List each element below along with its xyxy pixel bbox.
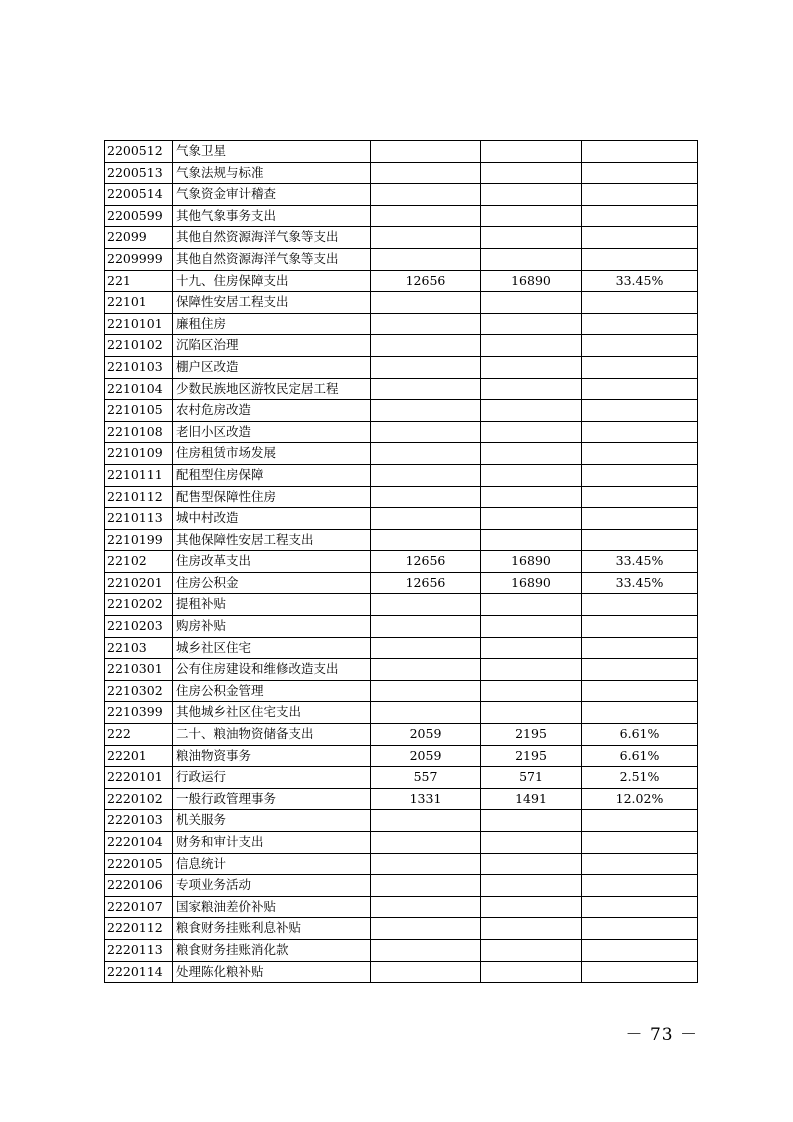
cell-value-2: 16890 — [481, 270, 582, 292]
cell-value-1 — [371, 918, 481, 940]
cell-value-2 — [481, 832, 582, 854]
cell-value-2 — [481, 594, 582, 616]
cell-value-2 — [481, 637, 582, 659]
cell-value-2 — [481, 875, 582, 897]
cell-item-name: 粮油物资事务 — [173, 745, 371, 767]
cell-item-name: 气象法规与标准 — [173, 162, 371, 184]
cell-item-name: 住房租赁市场发展 — [173, 443, 371, 465]
cell-value-2 — [481, 853, 582, 875]
cell-item-name: 国家粮油差价补贴 — [173, 896, 371, 918]
cell-item-name: 住房公积金管理 — [173, 680, 371, 702]
cell-value-1 — [371, 335, 481, 357]
table-row — [105, 594, 698, 616]
cell-item-name: 住房改革支出 — [173, 551, 371, 573]
cell-percentage — [582, 896, 698, 918]
cell-item-name: 其他保障性安居工程支出 — [173, 529, 371, 551]
cell-item-name: 购房补贴 — [173, 616, 371, 638]
cell-percentage — [582, 141, 698, 163]
cell-code: 2210201 — [105, 572, 173, 594]
cell-value-2 — [481, 248, 582, 270]
cell-item-name: 其他气象事务支出 — [173, 205, 371, 227]
cell-percentage — [582, 443, 698, 465]
cell-percentage — [582, 616, 698, 638]
table-row — [105, 572, 698, 594]
table-row — [105, 637, 698, 659]
cell-value-1 — [371, 702, 481, 724]
table-row — [105, 680, 698, 702]
table-row — [105, 486, 698, 508]
cell-value-2 — [481, 356, 582, 378]
cell-value-2 — [481, 508, 582, 530]
cell-value-2 — [481, 529, 582, 551]
cell-value-2 — [481, 939, 582, 961]
cell-code: 2210103 — [105, 356, 173, 378]
cell-value-2 — [481, 162, 582, 184]
cell-value-2 — [481, 421, 582, 443]
cell-code: 2210113 — [105, 508, 173, 530]
cell-value-2: 1491 — [481, 788, 582, 810]
cell-item-name: 老旧小区改造 — [173, 421, 371, 443]
cell-item-name: 棚户区改造 — [173, 356, 371, 378]
cell-item-name: 住房公积金 — [173, 572, 371, 594]
cell-code: 222 — [105, 724, 173, 746]
table-row — [105, 227, 698, 249]
cell-value-1 — [371, 443, 481, 465]
cell-value-2 — [481, 141, 582, 163]
table-row — [105, 313, 698, 335]
cell-percentage — [582, 918, 698, 940]
cell-value-1 — [371, 464, 481, 486]
table-row — [105, 184, 698, 206]
table-row — [105, 702, 698, 724]
cell-percentage: 33.45% — [582, 572, 698, 594]
table-row — [105, 767, 698, 789]
cell-percentage — [582, 313, 698, 335]
cell-percentage: 2.51% — [582, 767, 698, 789]
table-row — [105, 918, 698, 940]
cell-code: 2210399 — [105, 702, 173, 724]
cell-value-1 — [371, 875, 481, 897]
cell-percentage — [582, 875, 698, 897]
cell-code: 2210111 — [105, 464, 173, 486]
table-row — [105, 853, 698, 875]
cell-value-2 — [481, 292, 582, 314]
cell-code: 2220112 — [105, 918, 173, 940]
cell-percentage — [582, 594, 698, 616]
cell-value-1: 2059 — [371, 724, 481, 746]
cell-code: 2210104 — [105, 378, 173, 400]
cell-code: 2200513 — [105, 162, 173, 184]
cell-code: 2220113 — [105, 939, 173, 961]
table-row — [105, 464, 698, 486]
cell-code: 2220106 — [105, 875, 173, 897]
cell-value-1 — [371, 832, 481, 854]
table-row — [105, 508, 698, 530]
cell-value-1 — [371, 529, 481, 551]
cell-code: 2210202 — [105, 594, 173, 616]
cell-item-name: 沉陷区治理 — [173, 335, 371, 357]
cell-item-name: 其他自然资源海洋气象等支出 — [173, 248, 371, 270]
table-row — [105, 788, 698, 810]
cell-value-2 — [481, 464, 582, 486]
page-number: － 73 － — [625, 1025, 698, 1045]
cell-value-1: 1331 — [371, 788, 481, 810]
cell-code: 2220107 — [105, 896, 173, 918]
cell-code: 2200514 — [105, 184, 173, 206]
cell-code: 2210199 — [105, 529, 173, 551]
table-row — [105, 205, 698, 227]
cell-code: 22102 — [105, 551, 173, 573]
cell-percentage: 33.45% — [582, 551, 698, 573]
cell-value-1 — [371, 205, 481, 227]
cell-value-1 — [371, 356, 481, 378]
cell-percentage: 6.61% — [582, 724, 698, 746]
cell-percentage: 6.61% — [582, 745, 698, 767]
cell-value-1 — [371, 853, 481, 875]
cell-code: 22103 — [105, 637, 173, 659]
cell-percentage — [582, 702, 698, 724]
cell-value-2 — [481, 680, 582, 702]
cell-item-name: 农村危房改造 — [173, 400, 371, 422]
cell-value-2: 571 — [481, 767, 582, 789]
table-row — [105, 616, 698, 638]
cell-item-name: 行政运行 — [173, 767, 371, 789]
cell-code: 22201 — [105, 745, 173, 767]
table-body — [105, 141, 698, 983]
cell-item-name: 十九、住房保障支出 — [173, 270, 371, 292]
cell-value-1 — [371, 378, 481, 400]
cell-value-2 — [481, 184, 582, 206]
cell-percentage — [582, 400, 698, 422]
cell-value-2 — [481, 313, 582, 335]
cell-percentage — [582, 184, 698, 206]
cell-item-name: 信息统计 — [173, 853, 371, 875]
cell-value-2 — [481, 335, 582, 357]
cell-code: 22101 — [105, 292, 173, 314]
cell-value-2 — [481, 400, 582, 422]
cell-value-2: 16890 — [481, 551, 582, 573]
cell-percentage: 33.45% — [582, 270, 698, 292]
cell-value-1 — [371, 508, 481, 530]
cell-percentage — [582, 227, 698, 249]
budget-expenditure-table — [104, 140, 698, 983]
cell-item-name: 气象资金审计稽查 — [173, 184, 371, 206]
table-row — [105, 270, 698, 292]
table-row — [105, 248, 698, 270]
table-row — [105, 400, 698, 422]
cell-item-name: 一般行政管理事务 — [173, 788, 371, 810]
cell-value-2 — [481, 227, 582, 249]
table-row — [105, 335, 698, 357]
cell-value-1: 12656 — [371, 270, 481, 292]
cell-value-1 — [371, 184, 481, 206]
cell-code: 2210112 — [105, 486, 173, 508]
cell-value-1 — [371, 162, 481, 184]
cell-value-1 — [371, 227, 481, 249]
cell-value-1 — [371, 292, 481, 314]
cell-value-2 — [481, 961, 582, 983]
cell-value-2 — [481, 896, 582, 918]
cell-value-1 — [371, 939, 481, 961]
cell-value-2 — [481, 702, 582, 724]
cell-item-name: 粮食财务挂账利息补贴 — [173, 918, 371, 940]
cell-item-name: 财务和审计支出 — [173, 832, 371, 854]
cell-item-name: 粮食财务挂账消化款 — [173, 939, 371, 961]
cell-item-name: 城中村改造 — [173, 508, 371, 530]
cell-item-name: 配租型住房保障 — [173, 464, 371, 486]
cell-item-name: 提租补贴 — [173, 594, 371, 616]
cell-percentage — [582, 680, 698, 702]
cell-value-2 — [481, 810, 582, 832]
table-row — [105, 529, 698, 551]
cell-value-1 — [371, 248, 481, 270]
table-row — [105, 810, 698, 832]
cell-value-1 — [371, 637, 481, 659]
cell-value-1 — [371, 486, 481, 508]
table-row — [105, 745, 698, 767]
table-row — [105, 724, 698, 746]
cell-code: 22099 — [105, 227, 173, 249]
cell-code: 2209999 — [105, 248, 173, 270]
cell-percentage — [582, 853, 698, 875]
table-row — [105, 141, 698, 163]
cell-item-name: 处理陈化粮补贴 — [173, 961, 371, 983]
cell-value-1 — [371, 141, 481, 163]
cell-value-2 — [481, 443, 582, 465]
cell-item-name: 其他城乡社区住宅支出 — [173, 702, 371, 724]
cell-percentage — [582, 939, 698, 961]
cell-item-name: 城乡社区住宅 — [173, 637, 371, 659]
cell-code: 2200599 — [105, 205, 173, 227]
cell-code: 2210203 — [105, 616, 173, 638]
cell-value-1: 557 — [371, 767, 481, 789]
cell-item-name: 配售型保障性住房 — [173, 486, 371, 508]
table-row — [105, 443, 698, 465]
cell-value-2: 2195 — [481, 724, 582, 746]
table-row — [105, 939, 698, 961]
cell-code: 2210301 — [105, 659, 173, 681]
cell-code: 2210302 — [105, 680, 173, 702]
table-row — [105, 961, 698, 983]
cell-value-1 — [371, 616, 481, 638]
cell-value-1 — [371, 313, 481, 335]
table-row — [105, 292, 698, 314]
cell-percentage — [582, 464, 698, 486]
table-row — [105, 551, 698, 573]
cell-item-name: 公有住房建设和维修改造支出 — [173, 659, 371, 681]
cell-percentage: 12.02% — [582, 788, 698, 810]
table-row — [105, 875, 698, 897]
cell-value-1 — [371, 961, 481, 983]
cell-percentage — [582, 421, 698, 443]
table-row — [105, 896, 698, 918]
cell-value-1 — [371, 896, 481, 918]
cell-percentage — [582, 486, 698, 508]
cell-item-name: 专项业务活动 — [173, 875, 371, 897]
cell-value-2 — [481, 659, 582, 681]
table-row — [105, 162, 698, 184]
cell-item-name: 机关服务 — [173, 810, 371, 832]
cell-item-name: 廉租住房 — [173, 313, 371, 335]
cell-value-1: 2059 — [371, 745, 481, 767]
table-row — [105, 659, 698, 681]
cell-code: 2220114 — [105, 961, 173, 983]
cell-item-name: 保障性安居工程支出 — [173, 292, 371, 314]
cell-value-1: 12656 — [371, 551, 481, 573]
cell-percentage — [582, 335, 698, 357]
table-row — [105, 832, 698, 854]
cell-value-1 — [371, 810, 481, 832]
cell-code: 2220101 — [105, 767, 173, 789]
cell-value-2 — [481, 616, 582, 638]
cell-percentage — [582, 205, 698, 227]
cell-value-1 — [371, 400, 481, 422]
cell-percentage — [582, 378, 698, 400]
cell-code: 2210105 — [105, 400, 173, 422]
cell-code: 2210109 — [105, 443, 173, 465]
cell-code: 2200512 — [105, 141, 173, 163]
cell-value-1 — [371, 594, 481, 616]
table-row — [105, 356, 698, 378]
cell-value-1 — [371, 659, 481, 681]
cell-code: 2210101 — [105, 313, 173, 335]
cell-value-2 — [481, 918, 582, 940]
table-row — [105, 378, 698, 400]
cell-code: 221 — [105, 270, 173, 292]
cell-value-1 — [371, 680, 481, 702]
cell-item-name: 其他自然资源海洋气象等支出 — [173, 227, 371, 249]
cell-item-name: 气象卫星 — [173, 141, 371, 163]
cell-percentage — [582, 659, 698, 681]
cell-value-2 — [481, 486, 582, 508]
cell-code: 2220102 — [105, 788, 173, 810]
cell-percentage — [582, 529, 698, 551]
cell-value-2: 16890 — [481, 572, 582, 594]
cell-percentage — [582, 508, 698, 530]
cell-code: 2220104 — [105, 832, 173, 854]
cell-percentage — [582, 637, 698, 659]
cell-code: 2210108 — [105, 421, 173, 443]
cell-value-2 — [481, 205, 582, 227]
cell-code: 2210102 — [105, 335, 173, 357]
cell-percentage — [582, 810, 698, 832]
cell-value-2 — [481, 378, 582, 400]
cell-value-1 — [371, 421, 481, 443]
cell-item-name: 少数民族地区游牧民定居工程 — [173, 378, 371, 400]
cell-value-1: 12656 — [371, 572, 481, 594]
cell-percentage — [582, 162, 698, 184]
cell-percentage — [582, 832, 698, 854]
cell-percentage — [582, 961, 698, 983]
cell-percentage — [582, 356, 698, 378]
cell-value-2: 2195 — [481, 745, 582, 767]
cell-percentage — [582, 292, 698, 314]
cell-item-name: 二十、粮油物资储备支出 — [173, 724, 371, 746]
cell-code: 2220105 — [105, 853, 173, 875]
table-row — [105, 421, 698, 443]
cell-code: 2220103 — [105, 810, 173, 832]
cell-percentage — [582, 248, 698, 270]
